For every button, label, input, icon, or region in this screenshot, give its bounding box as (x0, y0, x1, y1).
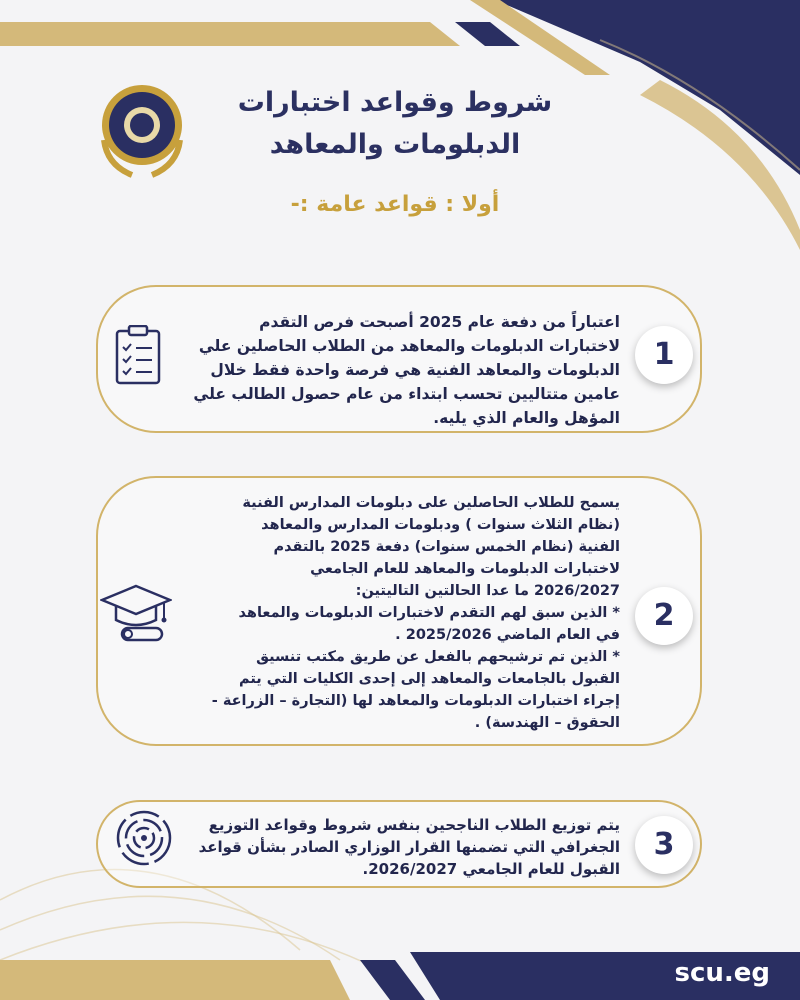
text-line: يسمح للطلاب الحاصلين على دبلومات المدارس الفنية (242, 495, 620, 511)
text-line: القبول بالجامعات والمعاهد إلى إحدى الكليات التي يتم (238, 671, 620, 687)
text-line: * الذين سبق لهم التقدم لاختبارات الدبلومات والمعاهد (238, 605, 620, 621)
text-line: يتم توزيع الطلاب الناجحين بنفس شروط وقواعد التوزيع (208, 816, 620, 834)
title-line: شروط وقواعد اختبارات (237, 87, 553, 118)
page-title (230, 82, 560, 166)
clipboard-checklist-icon (114, 325, 162, 385)
text-line: القبول للعام الجامعي 2026/2027. (362, 860, 620, 878)
text-line: * الذين تم ترشيحهم بالفعل عن طريق مكتب تنسيق (256, 649, 620, 665)
text-line: الحقوق – الهندسة) . (474, 715, 620, 731)
text-line: اعتباراً من دفعة عام 2025 أصبحت فرص التقدم (259, 313, 620, 331)
rule-number-3: 3 (635, 816, 693, 874)
maze-head-icon (114, 808, 174, 868)
title-line: الدبلومات والمعاهد (269, 129, 521, 160)
text-line: الجغرافي التي تضمنها القرار الوزاري الصادر بشأن قواعد (198, 838, 620, 856)
rule-text-1 (180, 310, 620, 430)
rule-number-2: 2 (635, 587, 693, 645)
section-subtitle: أولا : قواعد عامة :- (290, 192, 500, 217)
website-label[interactable]: scu.eg (674, 958, 770, 988)
rule-text-3 (180, 814, 620, 880)
text-line: عامين متتاليين تحسب ابتداء من عام حصول الطالب علي (193, 385, 620, 403)
text-line: إجراء اختبارات الدبلومات والمعاهد لها (التجارة – الزراعة - (211, 693, 620, 709)
text-line: لاختبارات الدبلومات والمعاهد للعام الجامعي (310, 561, 620, 577)
text-line: في العام الماضي 2025/2026 . (395, 627, 620, 643)
rule-number-1: 1 (635, 326, 693, 384)
text-line: (نظام الثلاث سنوات ) ودبلومات المدارس والمعاهد (261, 517, 620, 533)
text-line: المؤهل والعام الذي يليه. (433, 409, 620, 427)
university-seal-logo (92, 80, 192, 180)
text-line: لاختبارات الدبلومات والمعاهد من الطلاب الحاصلين علي (198, 337, 620, 355)
text-line: الفنية (نظام الخمس سنوات) دفعة 2025 بالتقدم (273, 539, 620, 555)
graduation-cap-diploma-icon (100, 582, 172, 648)
text-line: 2026/2027 ما عدا الحالتين التاليتين: (355, 583, 620, 599)
rule-text-2 (180, 492, 620, 734)
text-line: الدبلومات والمعاهد الفنية هي فرصة واحدة فقط خلال (210, 361, 620, 379)
